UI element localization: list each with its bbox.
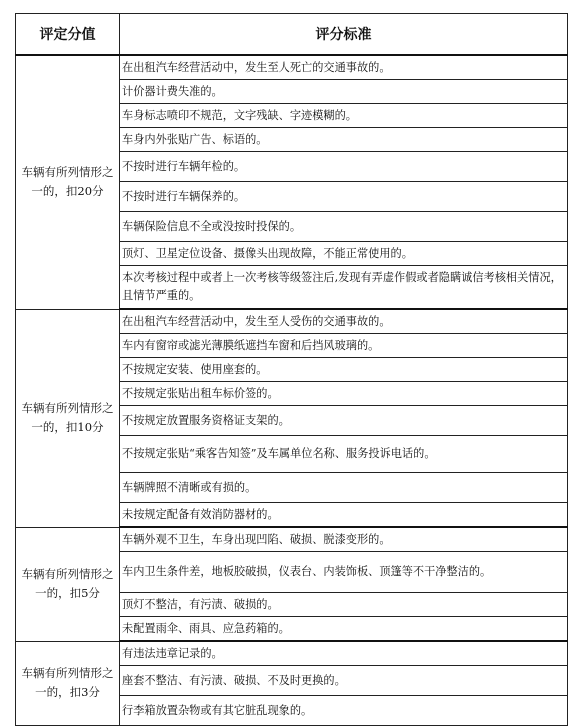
criterion-cell: 座套不整洁、有污渍、破损、不及时更换的。: [120, 666, 568, 696]
criterion-cell: 不按规定放置服务资格证支架的。: [120, 406, 568, 436]
criterion-cell: 不按时进行车辆保养的。: [120, 182, 568, 212]
criterion-cell: 有违法违章记录的。: [120, 641, 568, 666]
group-5: [16, 527, 568, 641]
table-row: [16, 309, 568, 334]
score-cell: 车辆有所列情形之一的，扣20分: [16, 55, 120, 309]
criterion-cell: 车辆保险信息不全或没按时投保的。: [120, 212, 568, 242]
criterion-cell: 顶灯、卫星定位设备、摄像头出现故障，不能正常使用的。: [120, 242, 568, 266]
group-10: [16, 309, 568, 527]
table-row: [16, 527, 568, 552]
criterion-cell: 行李箱放置杂物或有其它脏乱现象的。: [120, 696, 568, 726]
criterion-cell: 未按规定配备有效消防器材的。: [120, 503, 568, 528]
criterion-cell: 未配置雨伞、雨具、应急药箱的。: [120, 617, 568, 642]
criterion-cell: 在出租汽车经营活动中，发生至人受伤的交通事故的。: [120, 309, 568, 334]
criterion-cell: 不按规定安装、使用座套的。: [120, 358, 568, 382]
header-score: 评定分值: [16, 14, 120, 56]
criterion-cell: 不按规定张贴出租车标价签的。: [120, 382, 568, 406]
scoring-table: [15, 13, 568, 726]
score-cell: 车辆有所列情形之一的，扣5分: [16, 527, 120, 641]
criterion-cell: 车身内外张贴广告、标语的。: [120, 128, 568, 152]
criterion-cell: 顶灯不整洁，有污渍、破损的。: [120, 593, 568, 617]
criterion-cell: 车身标志喷印不规范，文字残缺、字迹模糊的。: [120, 104, 568, 128]
criterion-cell: 车辆牌照不清晰或有损的。: [120, 473, 568, 503]
score-cell: 车辆有所列情形之一的，扣3分: [16, 641, 120, 726]
group-20: [16, 55, 568, 309]
header-row: [16, 14, 568, 56]
criterion-cell: 本次考核过程中或者上一次考核等级签注后,发现有弄虚作假或者隐瞒诚信考核相关情况，且情节严重的。: [120, 266, 568, 310]
criterion-cell: 不按规定张贴“乘客告知签”及车属单位名称、服务投诉电话的。: [120, 436, 568, 473]
criterion-cell: 车内卫生条件差，地板胶破损，仪表台、内装饰板、顶篷等不干净整洁的。: [120, 552, 568, 593]
header-criteria: 评分标准: [120, 14, 568, 56]
criterion-cell: 在出租汽车经营活动中，发生至人死亡的交通事故的。: [120, 55, 568, 80]
criterion-cell: 车内有窗帘或滤光薄膜纸遮挡车窗和后挡风玻璃的。: [120, 334, 568, 358]
table-row: [16, 641, 568, 666]
score-cell: 车辆有所列情形之一的，扣10分: [16, 309, 120, 527]
criterion-cell: 计价器计费失准的。: [120, 80, 568, 104]
criterion-cell: 不按时进行车辆年检的。: [120, 152, 568, 182]
criterion-cell: 车辆外观不卫生，车身出现凹陷、破损、脱漆变形的。: [120, 527, 568, 552]
table-row: [16, 55, 568, 80]
